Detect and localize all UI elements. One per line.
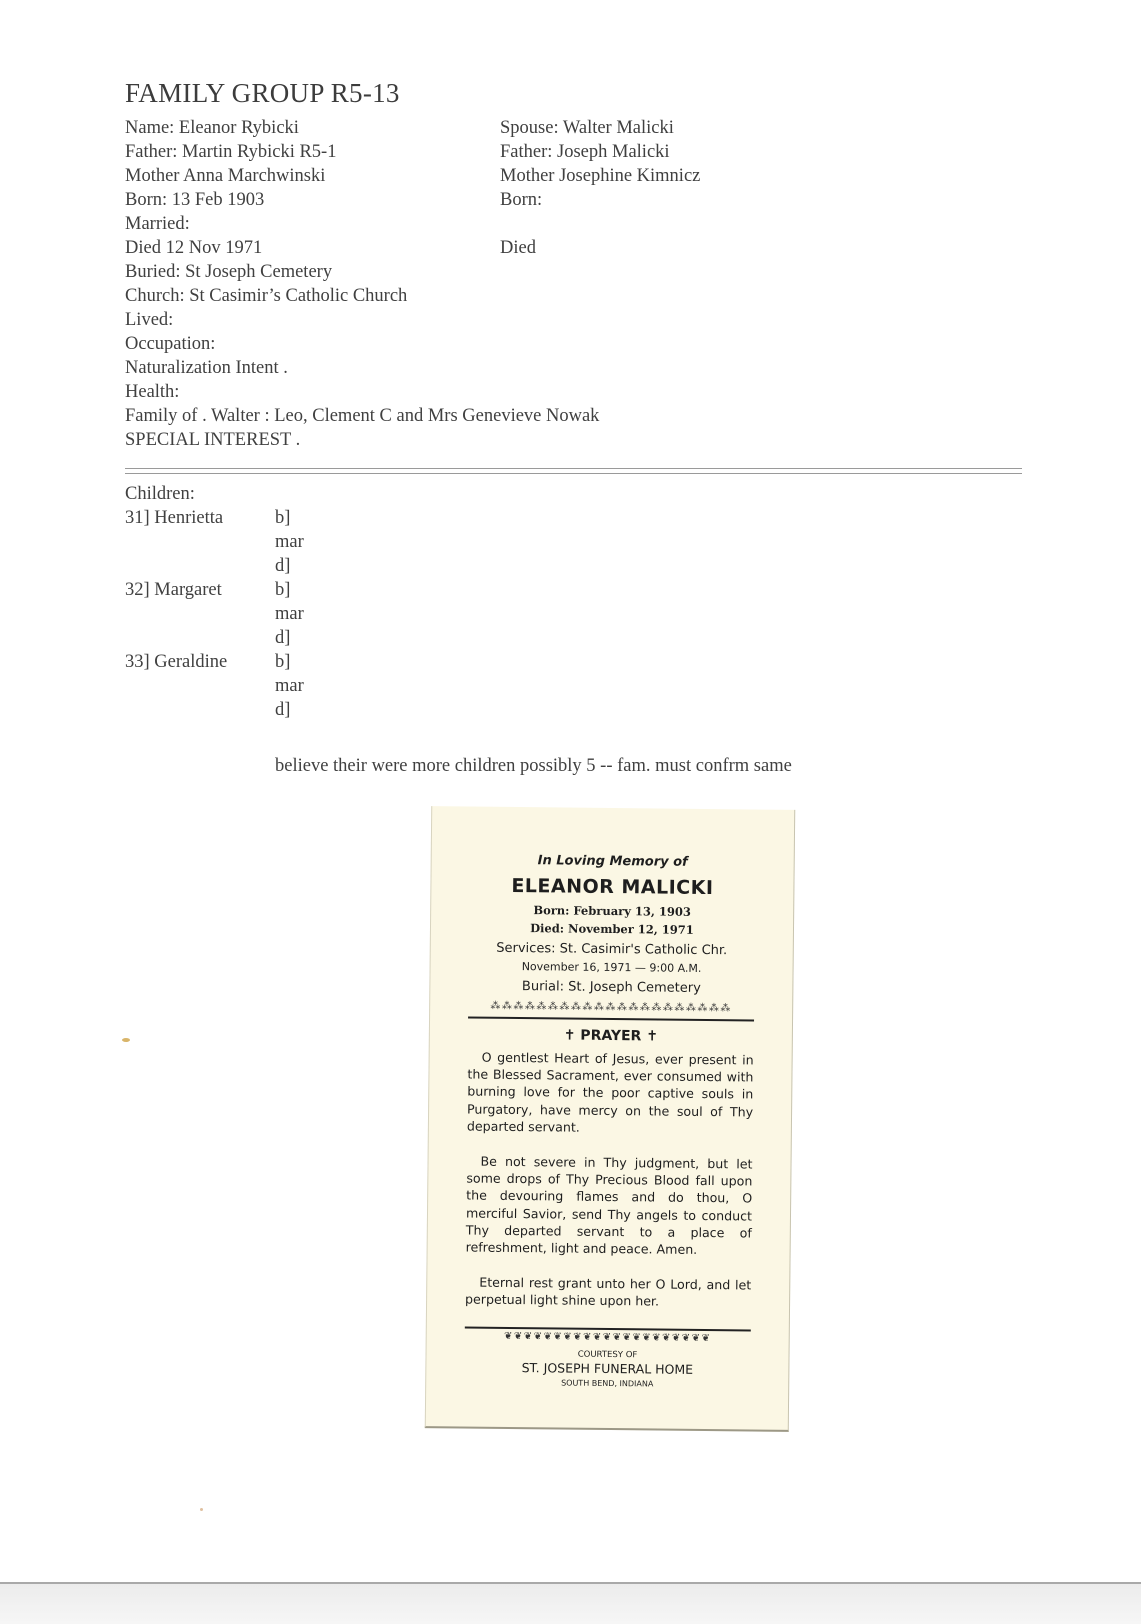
child-married: mar bbox=[275, 604, 304, 624]
died-field: Died 12 Nov 1971 bbox=[125, 238, 263, 258]
died-date: Died: November 12, 1971 bbox=[530, 921, 694, 937]
family-of-field: Family of . Walter : Leo, Clement C and Mrs Genevieve Nowak bbox=[125, 406, 600, 426]
child-died: d] bbox=[275, 628, 291, 648]
in-memory-heading: In Loving Memory of bbox=[537, 853, 688, 870]
double-rule-divider bbox=[125, 468, 1022, 474]
memorial-card bbox=[425, 806, 795, 1432]
funeral-home-city: SOUTH BEND, INDIANA bbox=[561, 1378, 654, 1389]
buried-field: Buried: St Joseph Cemetery bbox=[125, 262, 333, 282]
spouse-born-field: Born: bbox=[500, 190, 543, 210]
prayer-paragraph-3: Eternal rest grant unto her O Lord, and let perpetual light shine upon her. bbox=[465, 1274, 752, 1309]
child-died: d] bbox=[275, 556, 291, 576]
child-died: d] bbox=[275, 700, 291, 720]
special-interest-field: SPECIAL INTEREST . bbox=[125, 430, 301, 450]
child-name: 33] Geraldine bbox=[125, 652, 228, 672]
born-field: Born: 13 Feb 1903 bbox=[125, 190, 265, 210]
father-field: Father: Martin Rybicki R5-1 bbox=[125, 142, 337, 162]
children-heading: Children: bbox=[125, 484, 195, 504]
document-title: FAMILY GROUP R5-13 bbox=[125, 78, 400, 108]
ornament-row-bottom: ❦❦❦❦❦❦❦❦❦❦❦❦❦❦❦❦❦❦❦❦❦ bbox=[503, 1330, 712, 1345]
courtesy-label: COURTESY OF bbox=[577, 1349, 638, 1361]
spouse-died-field: Died bbox=[500, 238, 536, 258]
church-field: Church: St Casimir’s Catholic Church bbox=[125, 286, 408, 306]
mother-field: Mother Anna Marchwinski bbox=[125, 166, 326, 186]
spouse-field: Spouse: Walter Malicki bbox=[500, 118, 674, 138]
children-note: believe their were more children possibly 5 -- fam. must confrm same bbox=[275, 756, 792, 776]
ornament-row-top: ⁂⁂⁂⁂⁂⁂⁂⁂⁂⁂⁂⁂⁂⁂⁂⁂⁂⁂⁂⁂⁂ bbox=[490, 1000, 732, 1015]
funeral-home-name: ST. JOSEPH FUNERAL HOME bbox=[521, 1360, 694, 1377]
lived-field: Lived: bbox=[125, 310, 174, 330]
naturalization-field: Naturalization Intent . bbox=[125, 358, 288, 378]
page-bottom-shadow bbox=[0, 1584, 1141, 1624]
spouse-father-field: Father: Joseph Malicki bbox=[500, 142, 670, 162]
burial-line: Burial: St. Joseph Cemetery bbox=[521, 979, 701, 996]
name-field: Name: Eleanor Rybicki bbox=[125, 118, 299, 138]
child-name: 32] Margaret bbox=[125, 580, 222, 600]
spouse-mother-field: Mother Josephine Kimnicz bbox=[500, 166, 701, 186]
deceased-name: ELEANOR MALICKI bbox=[511, 874, 714, 900]
services-line: Services: St. Casimir's Catholic Chr. bbox=[496, 940, 728, 959]
prayer-paragraph-1: O gentlest Heart of Jesus, ever present in the Blessed Sacrament, ever consumed with burning love for the poor captive souls in Purgatory, have mercy on the soul of Thy departed servant. bbox=[466, 1049, 754, 1135]
occupation-field: Occupation: bbox=[125, 334, 216, 354]
health-field: Health: bbox=[125, 382, 180, 402]
scan-speck bbox=[200, 1508, 203, 1511]
married-field: Married: bbox=[125, 214, 190, 234]
born-date: Born: February 13, 1903 bbox=[533, 903, 692, 919]
child-married: mar bbox=[275, 532, 304, 552]
scan-speck bbox=[122, 1038, 130, 1042]
child-born: b] bbox=[275, 508, 291, 528]
card-rule-top bbox=[468, 1017, 754, 1022]
child-name: 31] Henrietta bbox=[125, 508, 224, 528]
child-married: mar bbox=[275, 676, 304, 696]
child-born: b] bbox=[275, 580, 291, 600]
child-born: b] bbox=[275, 652, 291, 672]
service-time: November 16, 1971 — 9:00 A.M. bbox=[521, 960, 702, 975]
prayer-paragraph-2: Be not severe in Thy judgment, but let some drops of Thy Precious Blood fall upon the devouring flames and do thou, O merciful Savior, send Thy angels to conduct Thy departed servant to a place of refreshment, light and peace. Amen. bbox=[465, 1153, 753, 1257]
prayer-heading: ✝ PRAYER ✝ bbox=[563, 1027, 659, 1045]
